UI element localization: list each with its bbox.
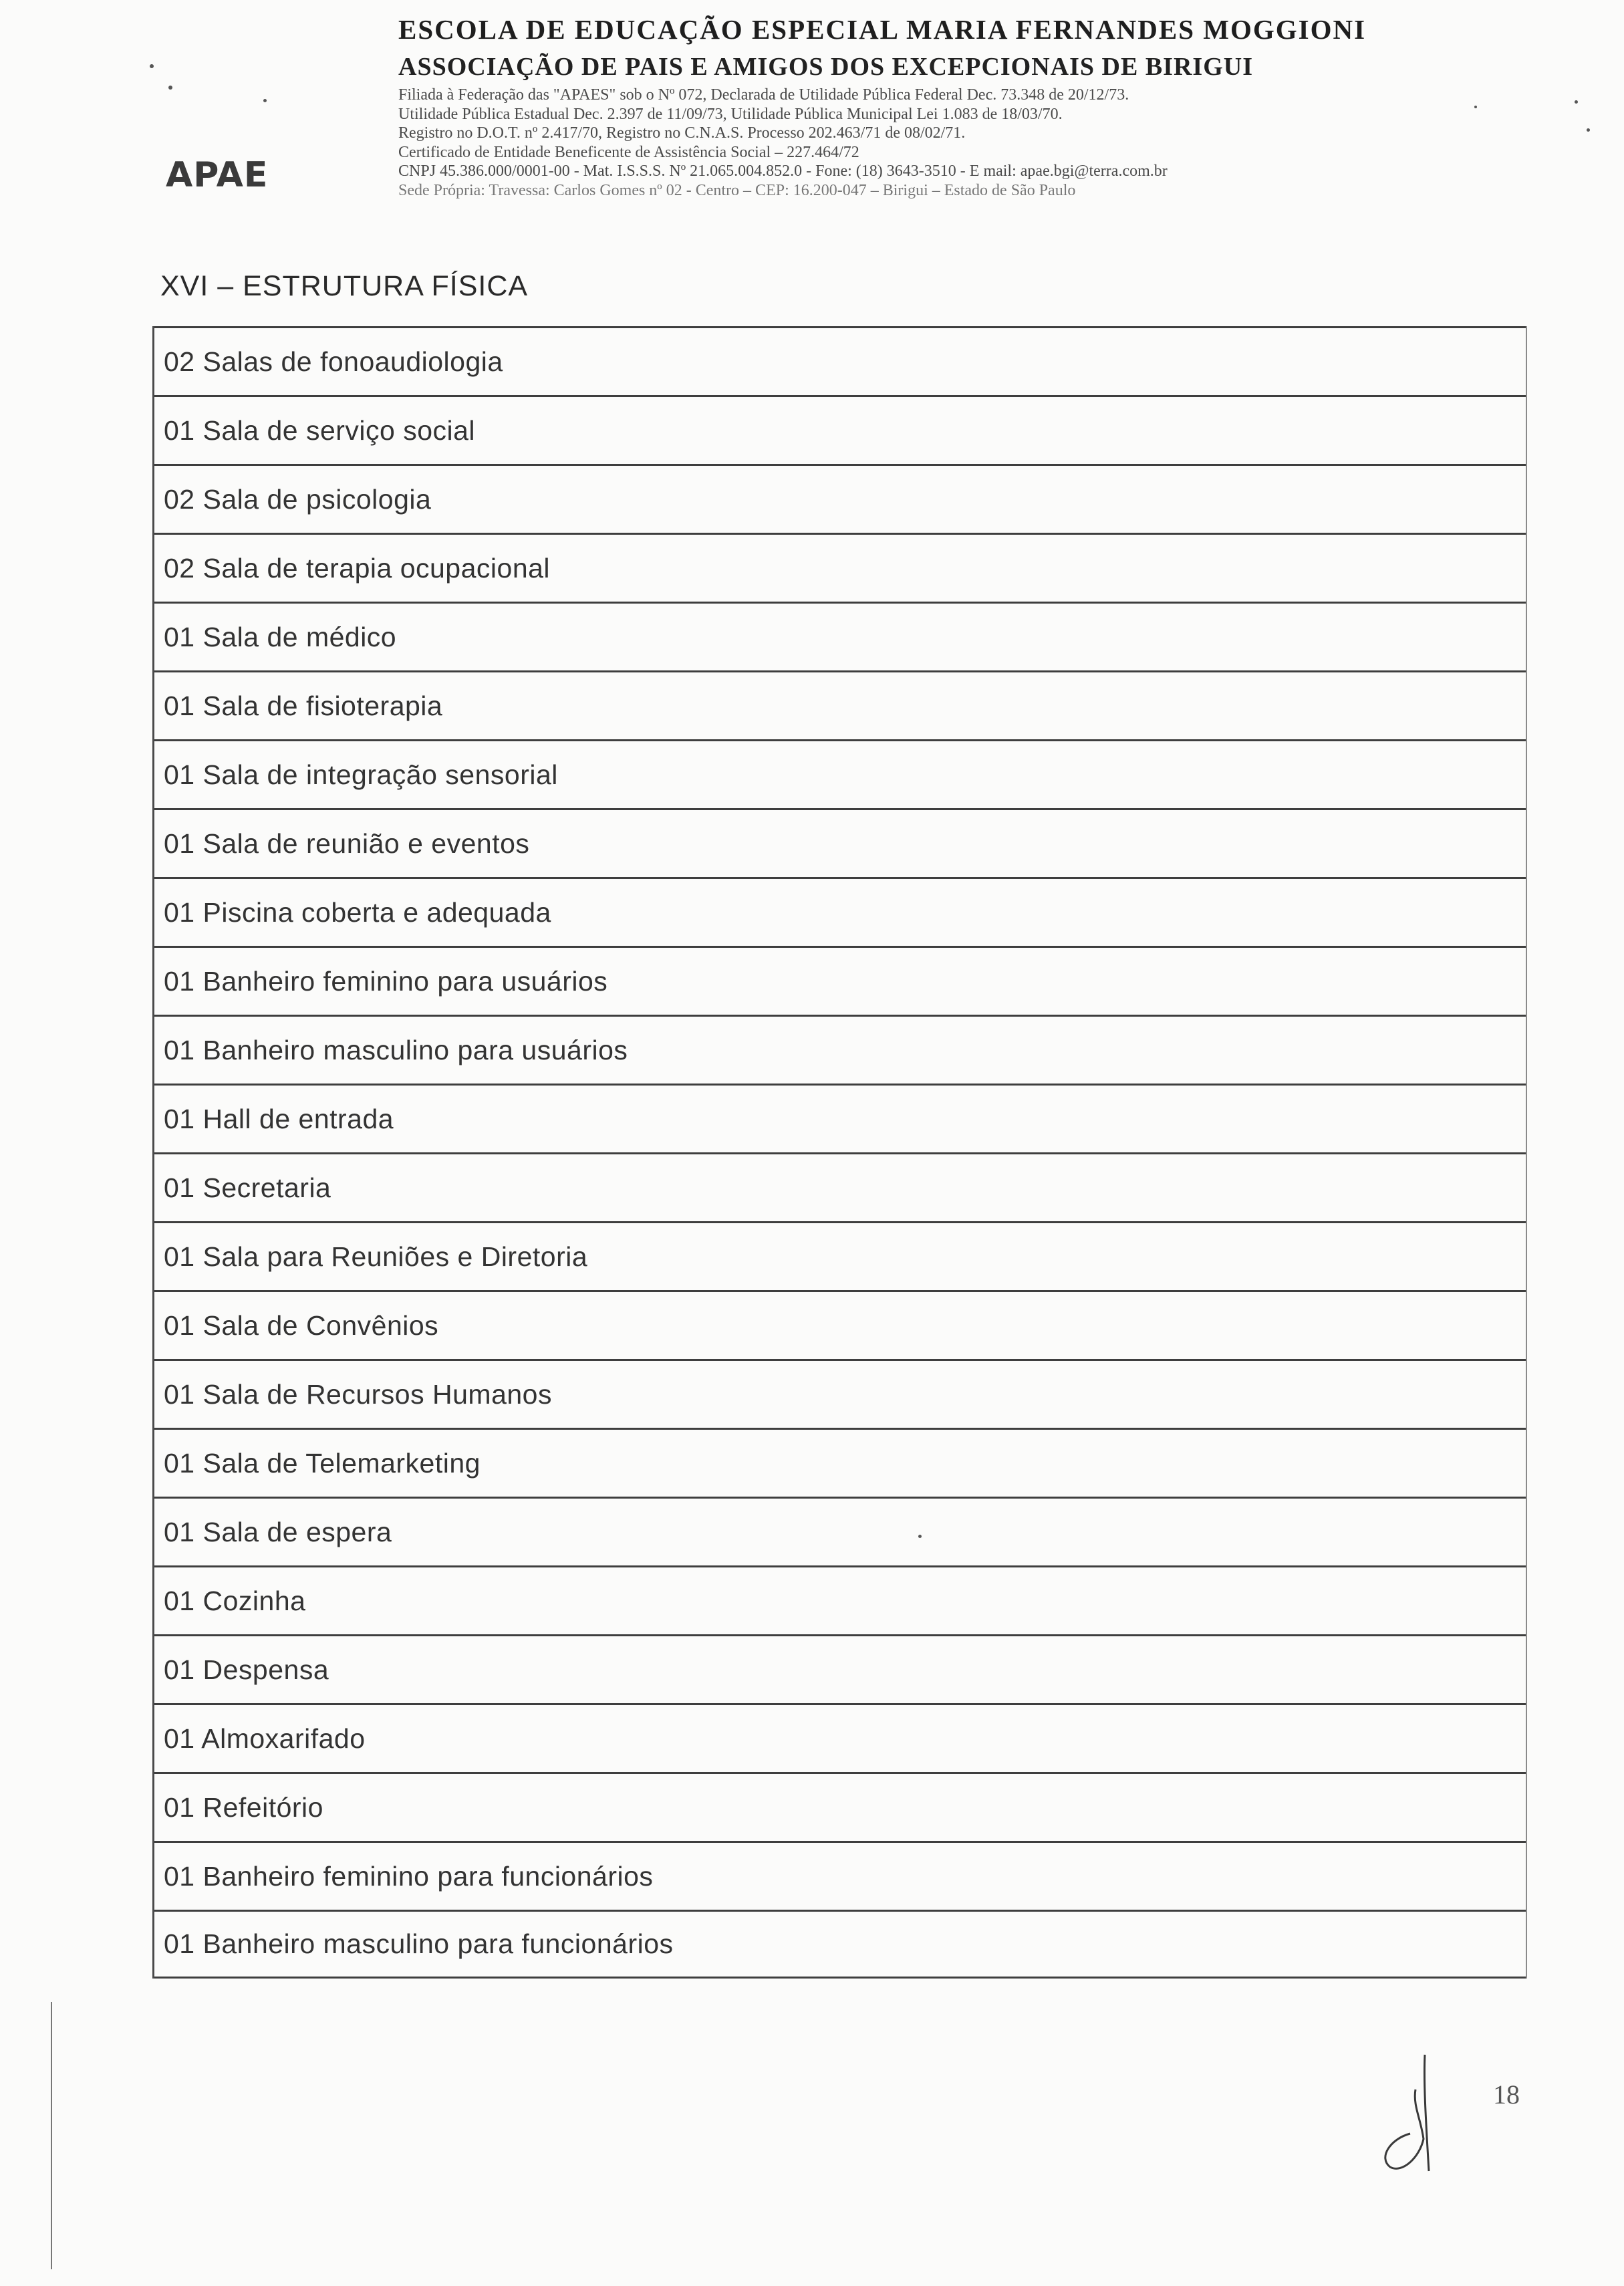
table-row: [154, 946, 1526, 1015]
header-line: CNPJ 45.386.000/0001-00 - Mat. I.S.S.S. Nº 21.065.004.852.0 - Fone: (18) 3643-3510 - E mail: apae.bgi@terra.com.br: [398, 162, 1168, 180]
room-item: 01 Banheiro masculino para funcionários: [164, 1928, 674, 1959]
table-row: [154, 326, 1526, 395]
scan-speck: [168, 86, 172, 90]
table-row: [154, 1841, 1526, 1910]
room-item: 01 Sala de serviço social: [164, 414, 476, 446]
room-item: 02 Sala de psicologia: [164, 483, 432, 515]
scan-speck: [1474, 106, 1477, 108]
room-item: 01 Sala para Reuniões e Diretoria: [164, 1241, 588, 1272]
room-item: 01 Sala de reunião e eventos: [164, 828, 530, 859]
room-item: 01 Sala de espera: [164, 1516, 392, 1547]
table-row: [154, 739, 1526, 808]
scan-speck: [1575, 100, 1578, 104]
table-row: [154, 670, 1526, 739]
room-item: 01 Despensa: [164, 1654, 329, 1685]
table-row: [154, 1703, 1526, 1772]
header-line: Utilidade Pública Estadual Dec. 2.397 de 11/09/73, Utilidade Pública Municipal Lei 1.083 de 18/03/70.: [398, 105, 1063, 123]
table-row: [154, 1359, 1526, 1428]
organization-name: ASSOCIAÇÃO DE PAIS E AMIGOS DOS EXCEPCIONAIS DE BIRIGUI: [398, 53, 1253, 81]
page-number: 18: [1493, 2079, 1520, 2110]
room-item: 02 Sala de terapia ocupacional: [164, 552, 551, 584]
table-row: [154, 808, 1526, 877]
scan-speck: [1587, 128, 1590, 132]
table-row: [154, 1015, 1526, 1084]
room-item: 01 Sala de Convênios: [164, 1309, 439, 1341]
room-item: 01 Sala de integração sensorial: [164, 759, 558, 790]
room-item: 01 Sala de Telemarketing: [164, 1447, 481, 1479]
table-row: [154, 1290, 1526, 1359]
room-item: 02 Salas de fonoaudiologia: [164, 346, 503, 377]
rooms-table: [152, 326, 1527, 1979]
room-item: 01 Sala de médico: [164, 621, 397, 652]
header-line: Sede Própria: Travessa: Carlos Gomes nº 02 - Centro – CEP: 16.200-047 – Birigui – Estado de São Paulo: [398, 181, 1076, 199]
room-item: 01 Banheiro feminino para funcionários: [164, 1860, 654, 1892]
room-item: 01 Hall de entrada: [164, 1103, 394, 1134]
binding-margin-line: [51, 2002, 52, 2269]
room-item: 01 Refeitório: [164, 1791, 323, 1823]
scan-speck: [263, 99, 267, 102]
room-item: 01 Almoxarifado: [164, 1723, 366, 1754]
table-row: [154, 1428, 1526, 1497]
school-name: ESCOLA DE EDUCAÇÃO ESPECIAL MARIA FERNANDES MOGGIONI: [398, 14, 1367, 45]
table-row: [154, 1772, 1526, 1841]
table-row: [154, 1084, 1526, 1152]
table-row: [154, 1221, 1526, 1290]
header-line: Certificado de Entidade Beneficente de Assistência Social – 227.464/72: [398, 143, 859, 161]
table-row: [154, 1497, 1526, 1565]
table-row: [154, 877, 1526, 946]
apae-logo: APAE: [166, 155, 269, 195]
table-row: [154, 1565, 1526, 1634]
header-line: Filiada à Federação das "APAES" sob o Nº 072, Declarada de Utilidade Pública Federal Dec. 73.348 de 20/12/73.: [398, 86, 1129, 104]
table-row: [154, 464, 1526, 533]
room-item: 01 Banheiro masculino para usuários: [164, 1034, 628, 1065]
header-registration-lines: [398, 86, 1441, 200]
scan-speck: [150, 64, 154, 68]
room-item: 01 Sala de Recursos Humanos: [164, 1378, 552, 1410]
table-row: [154, 395, 1526, 464]
table-row: [154, 602, 1526, 670]
section-title: XVI – ESTRUTURA FÍSICA: [160, 270, 529, 302]
room-item: 01 Secretaria: [164, 1172, 331, 1203]
table-row: [154, 1910, 1526, 1979]
room-item: 01 Cozinha: [164, 1585, 306, 1616]
room-item: 01 Banheiro feminino para usuários: [164, 965, 608, 997]
header-line: Registro no D.O.T. nº 2.417/70, Registro no C.N.A.S. Processo 202.463/71 de 08/02/71.: [398, 124, 966, 142]
room-item: 01 Piscina coberta e adequada: [164, 896, 551, 928]
signature-mark: [1363, 2045, 1464, 2179]
table-row: [154, 533, 1526, 602]
table-row: [154, 1634, 1526, 1703]
table-row: [154, 1152, 1526, 1221]
room-item: 01 Sala de fisioterapia: [164, 690, 443, 721]
